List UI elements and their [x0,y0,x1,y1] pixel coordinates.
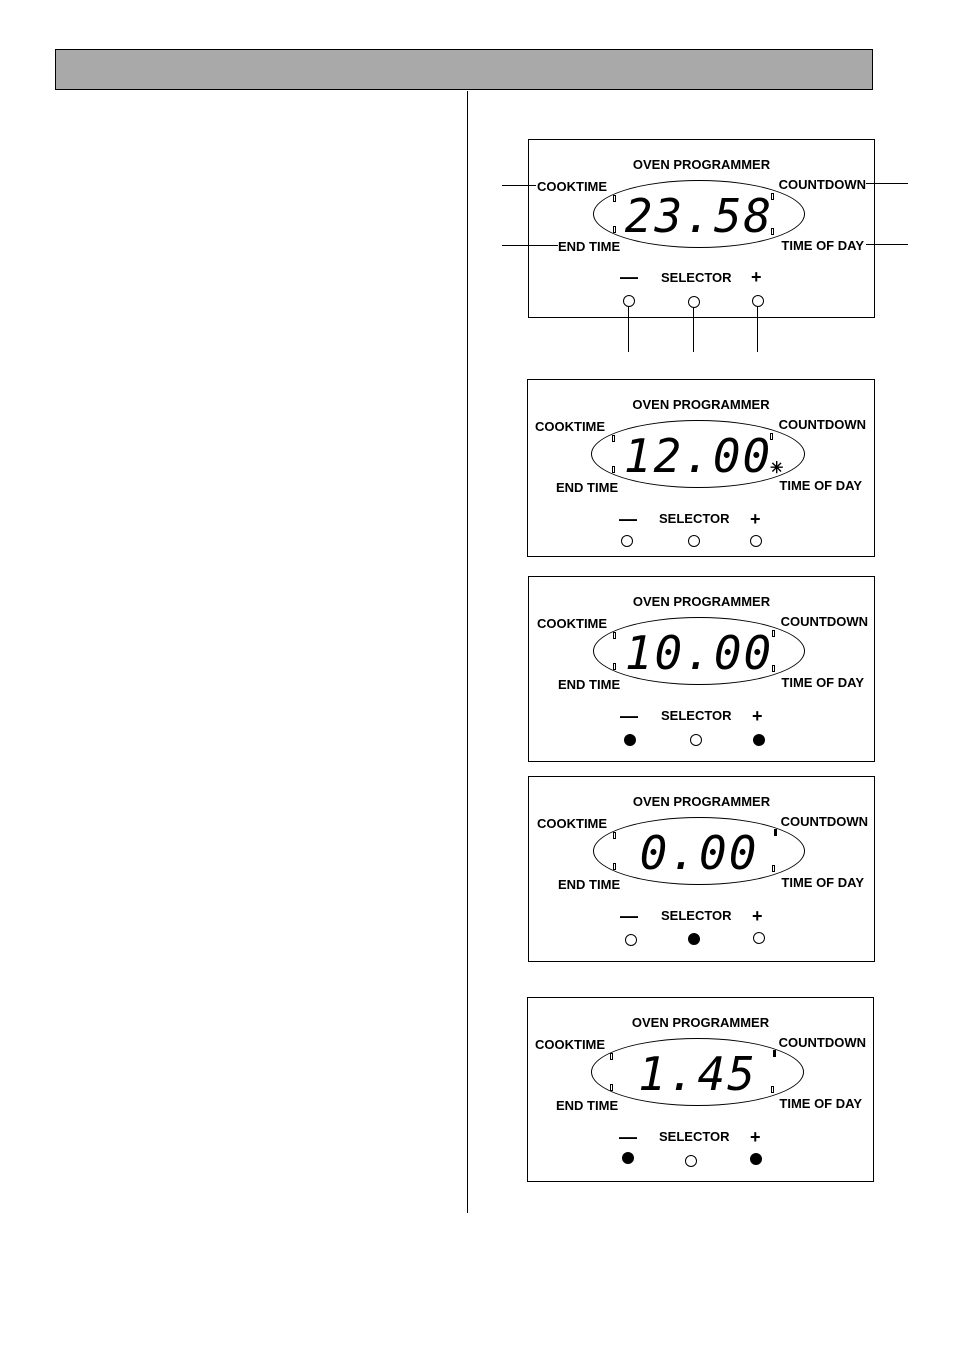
plus-button[interactable] [750,1153,762,1165]
cooktime-indicator [610,1053,613,1060]
cooktime-indicator [613,832,616,839]
cooktime-indicator [612,435,615,442]
callout-line-end-time [502,245,558,246]
countdown-label: COUNTDOWN [778,417,866,432]
end-time-label: END TIME [558,677,621,692]
programmer-panel-2 [527,379,875,557]
display-digits: 1.45 [638,1047,757,1101]
time-of-day-label: TIME OF DAY [781,675,864,690]
panel-title: OVEN PROGRAMMER [632,397,770,412]
callout-line-selector [693,307,694,352]
minus-symbol: — [620,267,638,287]
countdown-label: COUNTDOWN [778,1035,866,1050]
time-of-day-indicator [772,665,775,672]
plus-button[interactable] [753,734,765,746]
cooktime-label: COOKTIME [535,1037,606,1052]
plus-symbol: + [752,906,763,926]
selector-label: SELECTOR [661,708,732,723]
countdown-label: COUNTDOWN [778,177,866,192]
countdown-label: COUNTDOWN [780,614,868,629]
time-of-day-indicator [771,228,774,235]
display-digits: 10.00 [624,626,774,680]
plus-symbol: + [752,706,763,726]
selector-button[interactable] [690,734,702,746]
plus-button[interactable] [753,932,765,944]
minus-button[interactable] [624,734,636,746]
plus-button[interactable] [750,535,762,547]
programmer-panel-3 [528,576,875,762]
selector-label: SELECTOR [659,511,730,526]
panel-title: OVEN PROGRAMMER [632,794,771,809]
callout-line-minus [628,306,629,352]
cooktime-label: COOKTIME [537,179,608,194]
section-header-bar [55,49,873,90]
column-divider [467,91,468,1213]
countdown-indicator [772,630,775,637]
time-of-day-indicator [772,865,775,872]
selector-label: SELECTOR [659,1129,730,1144]
plus-symbol: + [750,1127,761,1147]
panel-title: OVEN PROGRAMMER [632,157,771,172]
display-digits: 0.00 [639,826,759,880]
plus-symbol: + [751,267,762,287]
end-time-indicator [613,663,616,670]
end-time-indicator [612,466,615,473]
end-time-indicator [610,1084,613,1091]
panel-title: OVEN PROGRAMMER [632,594,771,609]
programmer-panel-5 [527,997,874,1182]
minus-symbol: — [619,509,637,529]
minus-symbol: — [620,706,638,726]
programmer-panel-1 [528,139,875,318]
cooktime-label: COOKTIME [537,616,608,631]
display-window [591,420,805,488]
plus-symbol: + [750,509,761,529]
callout-line-time-of-day [866,244,908,245]
time-of-day-label: TIME OF DAY [781,238,864,253]
minus-button[interactable] [622,1152,634,1164]
selector-button[interactable] [688,535,700,547]
display-window [593,180,805,248]
countdown-indicator [770,433,773,440]
minus-symbol: — [620,906,638,926]
time-of-day-label: TIME OF DAY [779,478,862,493]
end-time-indicator [613,226,616,233]
minus-button[interactable] [621,535,633,547]
end-time-label: END TIME [558,239,621,254]
callout-line-countdown [866,183,908,184]
display-window [593,817,805,885]
plus-button[interactable] [752,295,764,307]
end-time-label: END TIME [556,480,619,495]
selector-label: SELECTOR [661,908,732,923]
minus-button[interactable] [625,934,637,946]
end-time-label: END TIME [558,877,621,892]
flashing-symbol-icon: ✳ [770,460,784,477]
display-window [591,1038,804,1106]
countdown-indicator [771,193,774,200]
display-digits: 23.58 [624,189,774,243]
minus-button[interactable] [623,295,635,307]
callout-line-plus [757,306,758,352]
end-time-label: END TIME [556,1098,619,1113]
panel-title: OVEN PROGRAMMER [631,1015,770,1030]
programmer-panel-4 [528,776,875,962]
selector-button[interactable] [685,1155,697,1167]
cooktime-indicator [613,632,616,639]
cooktime-indicator [613,195,616,202]
selector-label: SELECTOR [661,270,732,285]
cooktime-label: COOKTIME [537,816,608,831]
time-of-day-label: TIME OF DAY [781,875,864,890]
time-of-day-label: TIME OF DAY [779,1096,862,1111]
end-time-indicator [613,863,616,870]
selector-button[interactable] [688,933,700,945]
countdown-indicator-active [773,1050,776,1057]
cooktime-label: COOKTIME [535,419,606,434]
minus-symbol: — [619,1127,637,1147]
time-of-day-indicator [771,1086,774,1093]
selector-button[interactable] [688,296,700,308]
countdown-label: COUNTDOWN [780,814,868,829]
countdown-indicator-active [774,829,777,836]
display-digits: 12.00 [623,429,773,483]
callout-line-cooktime [502,185,536,186]
display-window [593,617,805,685]
